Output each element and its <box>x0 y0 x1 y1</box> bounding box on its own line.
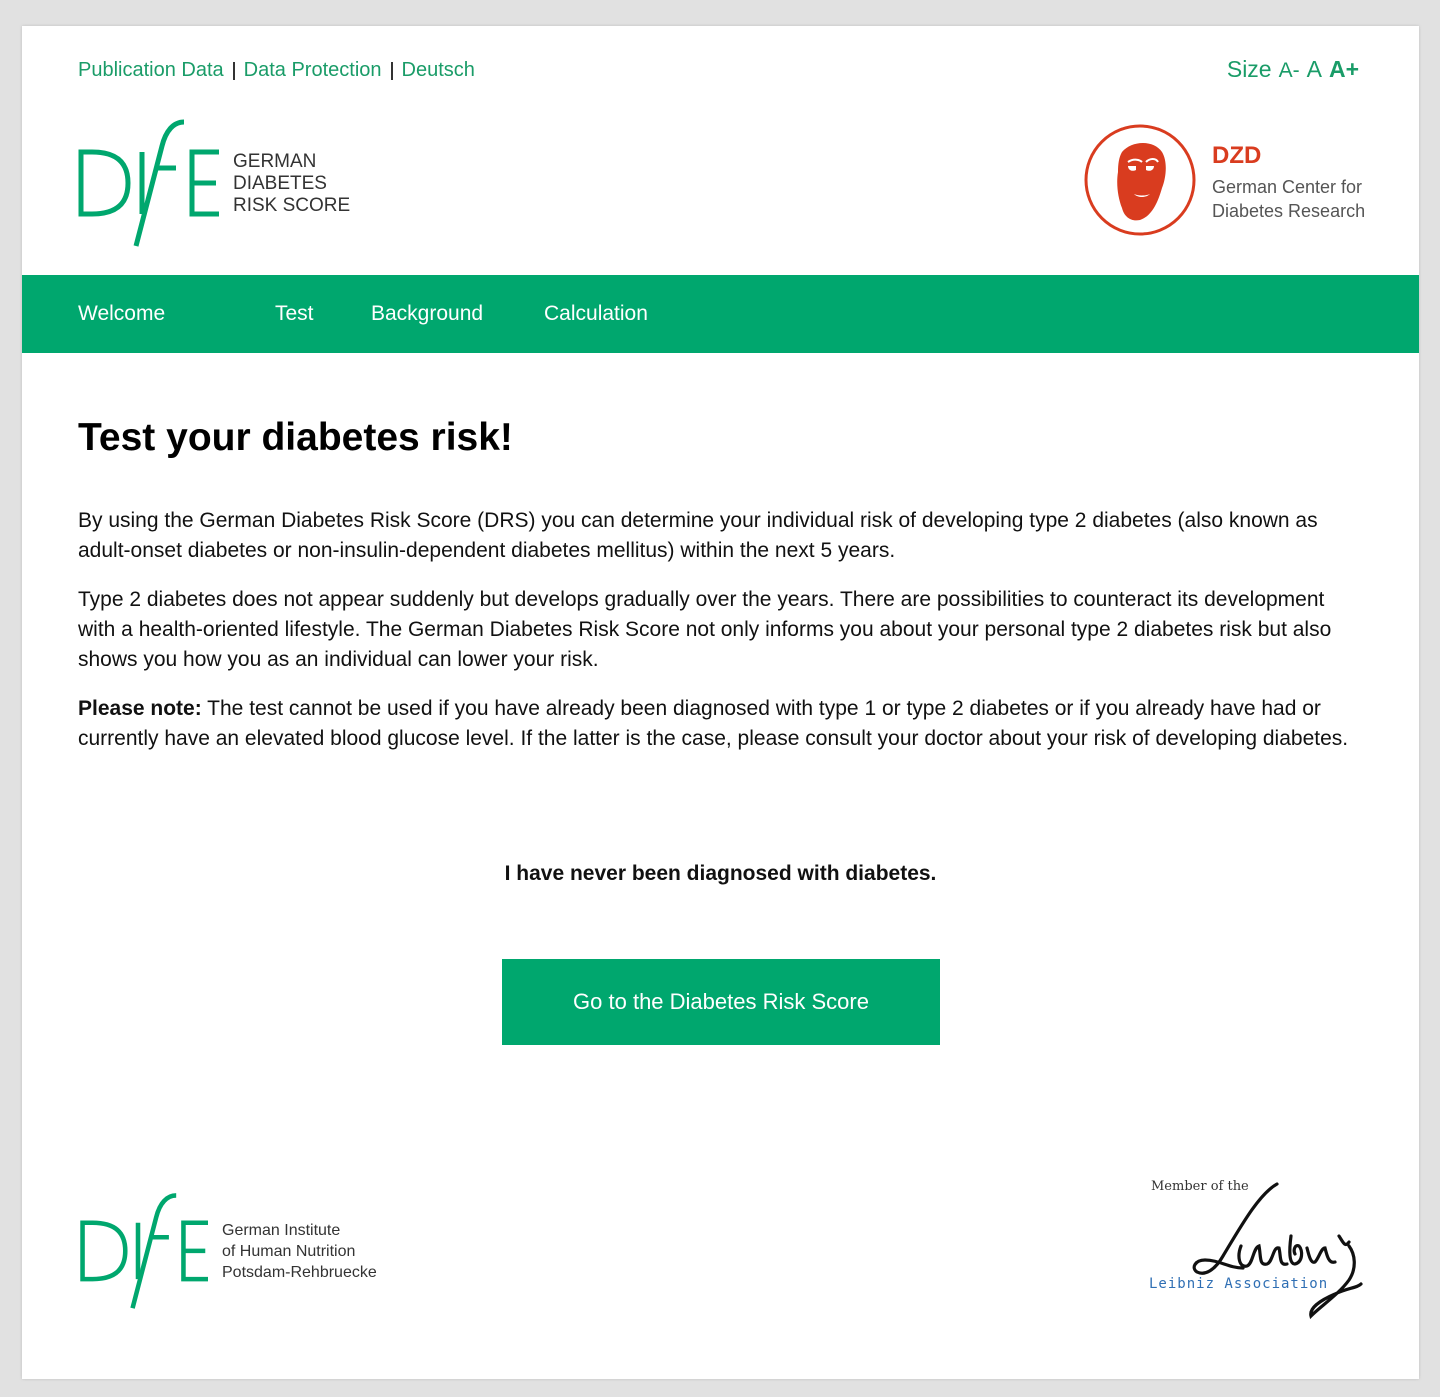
leibniz-member-text: Member of the <box>1151 1179 1249 1194</box>
dzd-title: DZD <box>1212 142 1262 169</box>
note-text: The test cannot be used if you have already been diagnosed with type 1 or type 2 diabetes or if you already have had or currently have an elevated blood glucose level. If the latter is the case, please consult your doctor about your risk of developing diabetes. <box>78 697 1349 750</box>
dife-logo-icon <box>78 1190 218 1310</box>
dzd-portrait-icon <box>1082 122 1198 238</box>
font-size-increase-button[interactable]: A+ <box>1328 56 1359 82</box>
dzd-subtitle-line: Diabetes Research <box>1212 201 1366 221</box>
link-separator <box>233 62 235 80</box>
dife-institute-logo[interactable] <box>78 1190 418 1310</box>
note-label: Please note: <box>78 697 202 720</box>
font-size-normal-button[interactable]: A <box>1306 56 1322 82</box>
leibniz-association-text: Leibniz Association <box>1149 1276 1329 1292</box>
publication-data-link[interactable]: Publication Data <box>78 59 224 81</box>
brand-subtitle <box>233 151 350 217</box>
go-to-risk-score-button[interactable]: Go to the Diabetes Risk Score <box>502 959 940 1045</box>
leibniz-association-logo[interactable] <box>1149 1176 1364 1326</box>
lifestyle-paragraph: Type 2 diabetes does not appear suddenly but develops gradually over the years. There are possibilities to counteract its development with a health-oriented lifestyle. The German Diabetes Risk Score not only informs you about your personal type 2 diabetes risk but also shows you how you as an individual can lower your risk. <box>78 588 1332 671</box>
language-link[interactable]: Deutsch <box>401 59 475 81</box>
page-title: Test your diabetes risk! <box>78 416 513 459</box>
dzd-subtitle-line: German Center for <box>1212 177 1363 197</box>
institute-name <box>222 1220 377 1283</box>
institute-name-line: Potsdam-Rehbruecke <box>222 1264 377 1281</box>
dife-logo-icon <box>78 116 228 248</box>
institute-name-line: German Institute <box>222 1222 341 1239</box>
diagnosis-statement: I have never been diagnosed with diabetes. <box>504 862 937 885</box>
dife-risk-score-logo[interactable] <box>78 116 378 248</box>
font-size-decrease-button[interactable]: A- <box>1278 59 1300 82</box>
dzd-logo[interactable] <box>1082 122 1364 238</box>
nav-item-test[interactable]: Test <box>275 302 314 325</box>
nav-item-background[interactable]: Background <box>371 302 484 325</box>
brand-line: GERMAN <box>233 151 317 172</box>
font-size-control <box>1227 56 1359 83</box>
top-links <box>78 59 475 82</box>
intro-paragraph: By using the German Diabetes Risk Score (DRS) you can determine your individual risk of developing type 2 diabetes (also known as adult-onset diabetes or non-insulin-dependent diabetes mellitus) within the next 5 years. <box>78 509 1318 562</box>
nav-item-welcome[interactable]: Welcome <box>78 302 166 325</box>
nav-item-calculation[interactable]: Calculation <box>544 302 648 325</box>
dzd-subtitle <box>1212 175 1365 223</box>
note-paragraph <box>78 694 1363 754</box>
font-size-label: Size <box>1226 56 1272 82</box>
brand-line: DIABETES <box>233 173 327 194</box>
main-nav <box>22 275 1419 353</box>
page <box>22 26 1419 1379</box>
institute-name-line: of Human Nutrition <box>222 1243 356 1260</box>
brand-line: RISK SCORE <box>233 195 351 216</box>
link-separator <box>391 62 393 80</box>
leibniz-signature-icon <box>1149 1176 1364 1326</box>
data-protection-link[interactable]: Data Protection <box>243 59 382 81</box>
main-content <box>78 416 1363 754</box>
